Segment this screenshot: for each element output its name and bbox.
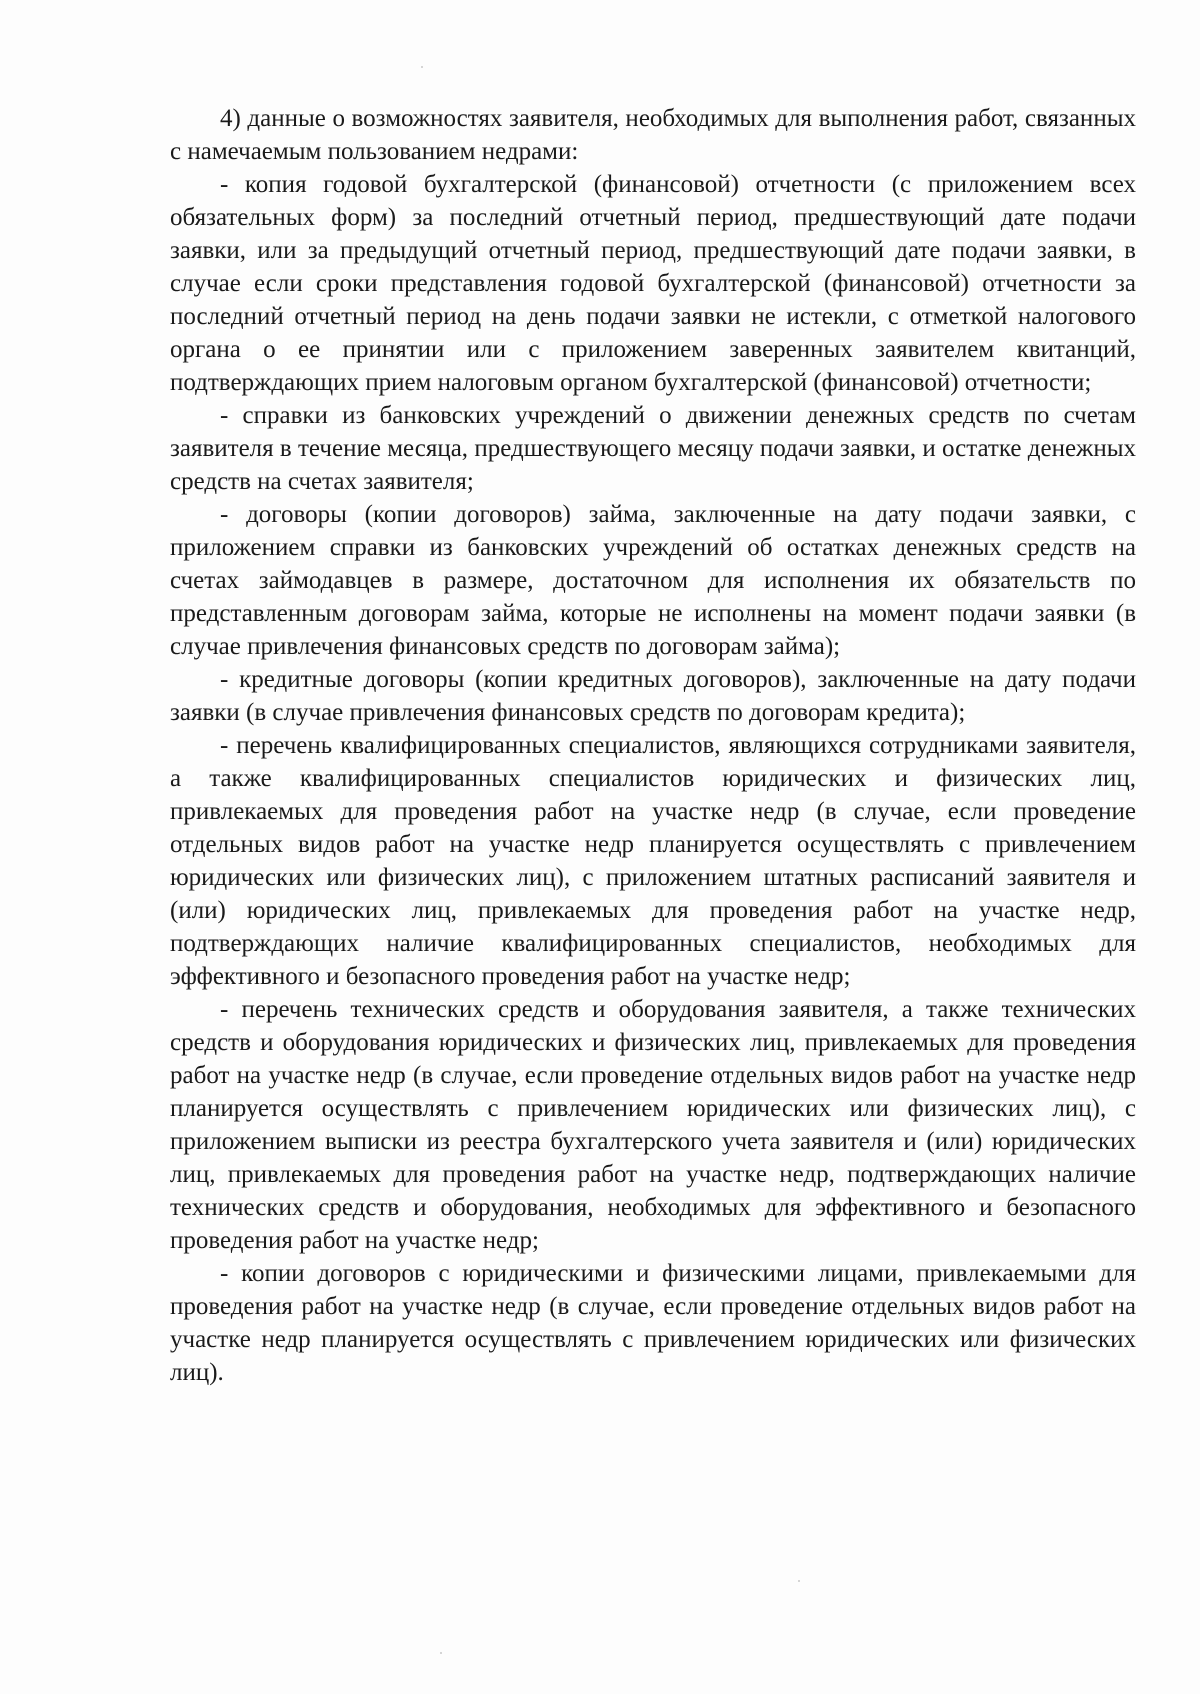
paragraph-bank-statements: - справки из банковских учреждений о движении денежных средств по счетам заявителя в течение месяца, предшествующего месяцу подачи заявки, и остатке денежных средств на счетах заявителя; bbox=[170, 402, 1136, 495]
paragraph-loan-agreements: - договоры (копии договоров) займа, заключенные на дату подачи заявки, с приложением справки из банковских учреждений об остатках денежных средств на счетах займодавцев в размере, достаточном для исполнения их обязательств по представленным договорам займа, которые не исполнены на момент подачи заявки (в случае привлечения финансовых средств по договорам займа); bbox=[170, 501, 1136, 660]
scan-speck bbox=[798, 1580, 800, 1582]
paragraph-contract-copies: - копии договоров с юридическими и физическими лицами, привлекаемыми для проведения работ на участке недр (в случае, если проведение отдельных видов работ на участке недр планируется осуществлять с привлечением юридических или физических лиц). bbox=[170, 1260, 1136, 1386]
paragraph-technical-equipment: - перечень технических средств и оборудования заявителя, а также технических средств и оборудования юридических и физических лиц, привлекаемых для проведения работ на участке недр (в случае, если проведение отдельных видов работ на участке недр планируется осуществлять с привлечением юридических или физических лиц), с приложением выписки из реестра бухгалтерского учета заявителя и (или) юридических лиц, привлекаемых для проведения работ на участке недр, подтверждающих наличие технических средств и оборудования, необходимых для эффективного и безопасного проведения работ на участке недр; bbox=[170, 996, 1136, 1254]
scan-speck bbox=[440, 1652, 442, 1654]
paragraph-annual-accounting-report: - копия годовой бухгалтерской (финансовой) отчетности (с приложением всех обязательных форм) за последний отчетный период, предшествующий дате подачи заявки, или за предыдущий отчетный период, предшествующий дате подачи заявки, в случае если сроки представления годовой бухгалтерской (финансовой) отчетности за последний отчетный период на день подачи заявки не истекли, с отметкой налогового органа о ее принятии или с приложением заверенных заявителем квитанций, подтверждающих прием налоговым органом бухгалтерской (финансовой) отчетности; bbox=[170, 171, 1136, 396]
document-body bbox=[170, 102, 1136, 1389]
paragraph-qualified-specialists: - перечень квалифицированных специалистов, являющихся сотрудниками заявителя, а также квалифицированных специалистов юридических и физических лиц, привлекаемых для проведения работ на участке недр (в случае, если проведение отдельных видов работ на участке недр планируется осуществлять с привлечением юридических или физических лиц), с приложением штатных расписаний заявителя и (или) юридических лиц, привлекаемых для проведения работ на участке недр, подтверждающих наличие квалифицированных специалистов, необходимых для эффективного и безопасного проведения работ на участке недр; bbox=[170, 732, 1136, 990]
paragraph-credit-agreements: - кредитные договоры (копии кредитных договоров), заключенные на дату подачи заявки (в случае привлечения финансовых средств по договорам кредита); bbox=[170, 666, 1136, 726]
scan-speck bbox=[421, 66, 423, 68]
paragraph-applicant-capabilities: 4) данные о возможностях заявителя, необходимых для выполнения работ, связанных с намечаемым пользованием недрами: bbox=[170, 105, 1136, 165]
